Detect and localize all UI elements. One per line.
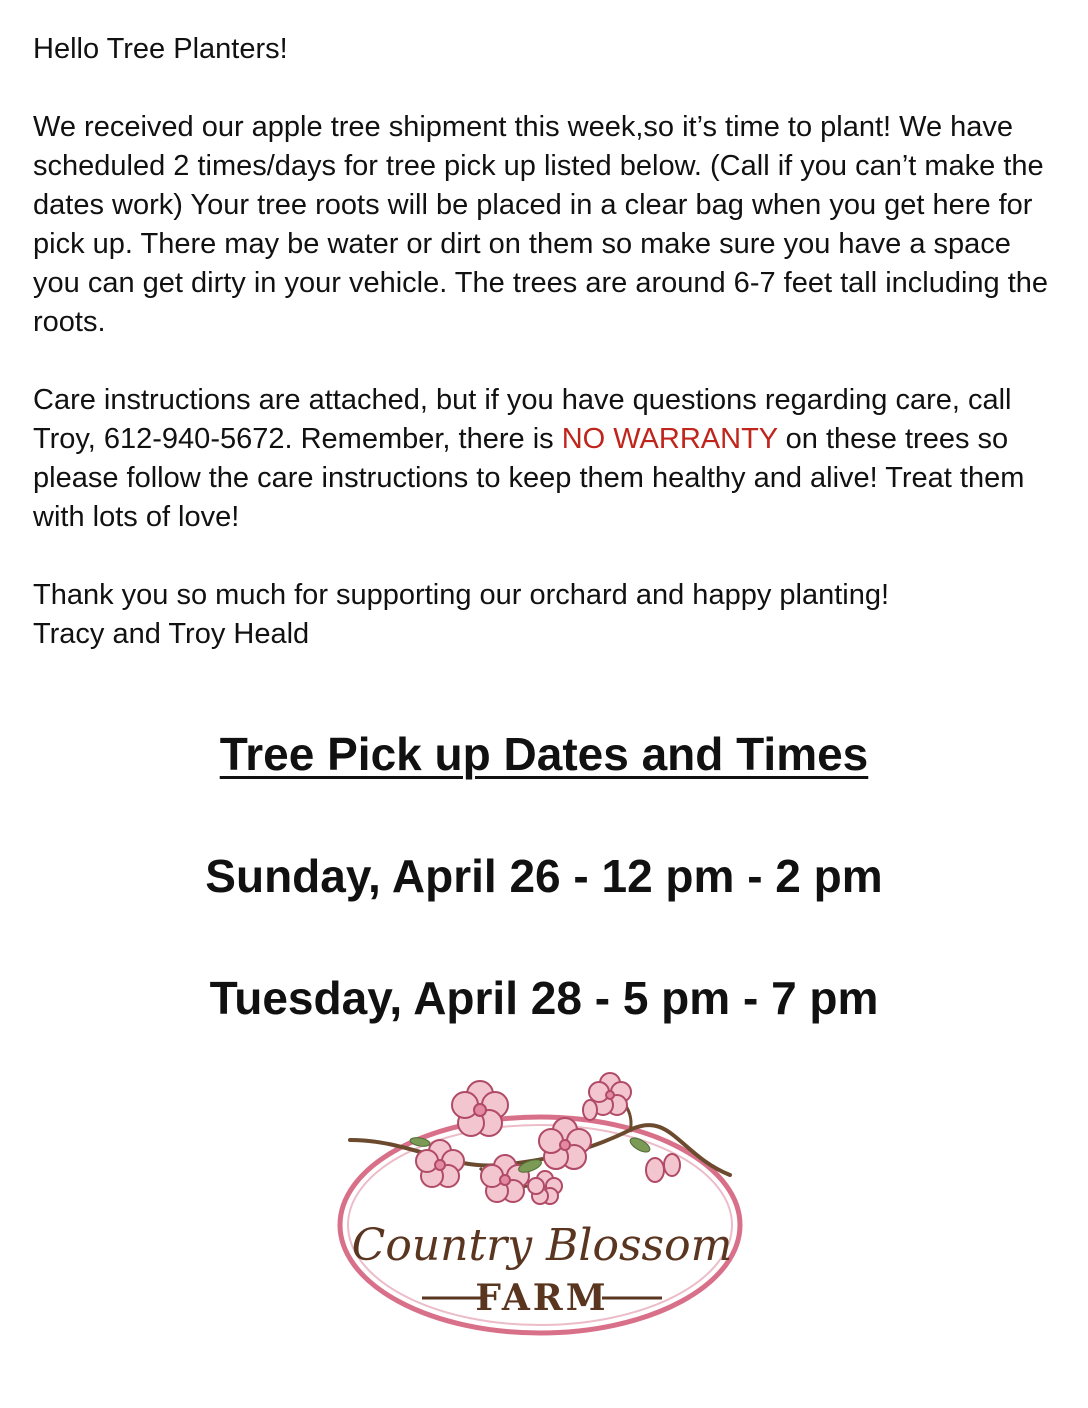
blossom-logo-graphic	[330, 1070, 760, 1340]
care-text-start: Care instructions are attached, but if you have questions regarding care, call Troy, 612-940-5672. Remember, there is	[33, 384, 1012, 455]
letter-body	[33, 30, 1063, 654]
no-warranty-text: NO WARRANTY	[561, 423, 778, 455]
logo-line2: FARM	[475, 1277, 609, 1319]
signature: Tracy and Troy Heald	[33, 618, 310, 650]
schedule-title: Tree Pick up Dates and Times	[219, 728, 869, 780]
paragraph-care	[33, 381, 1063, 537]
paragraph-shipment: We received our apple tree shipment this week,so it’s time to plant! We have scheduled 2 times/days for tree pick up listed below. (Call if you can’t make the dates work) Your tree roots will be placed in a clear bag when you get here for pick up. There may be water or dirt on them so make sure you have a space you can get dirty in your vehicle. The trees are around 6-7 feet tall including the roots.	[33, 111, 1049, 338]
pickup-date-tuesday: Tuesday, April 28 - 5 pm - 7 pm	[209, 972, 879, 1024]
greeting: Hello Tree Planters!	[33, 33, 288, 65]
pickup-date-sunday: Sunday, April 26 - 12 pm - 2 pm	[205, 850, 883, 902]
logo-line1: Country Blossom	[351, 1220, 733, 1271]
farm-logo	[330, 1070, 760, 1340]
care-text-end: on these trees so please follow the care instructions to keep them healthy and alive! Treat them with lots of love!	[33, 423, 1025, 533]
thanks-line: Thank you so much for supporting our orchard and happy planting!	[33, 579, 890, 611]
